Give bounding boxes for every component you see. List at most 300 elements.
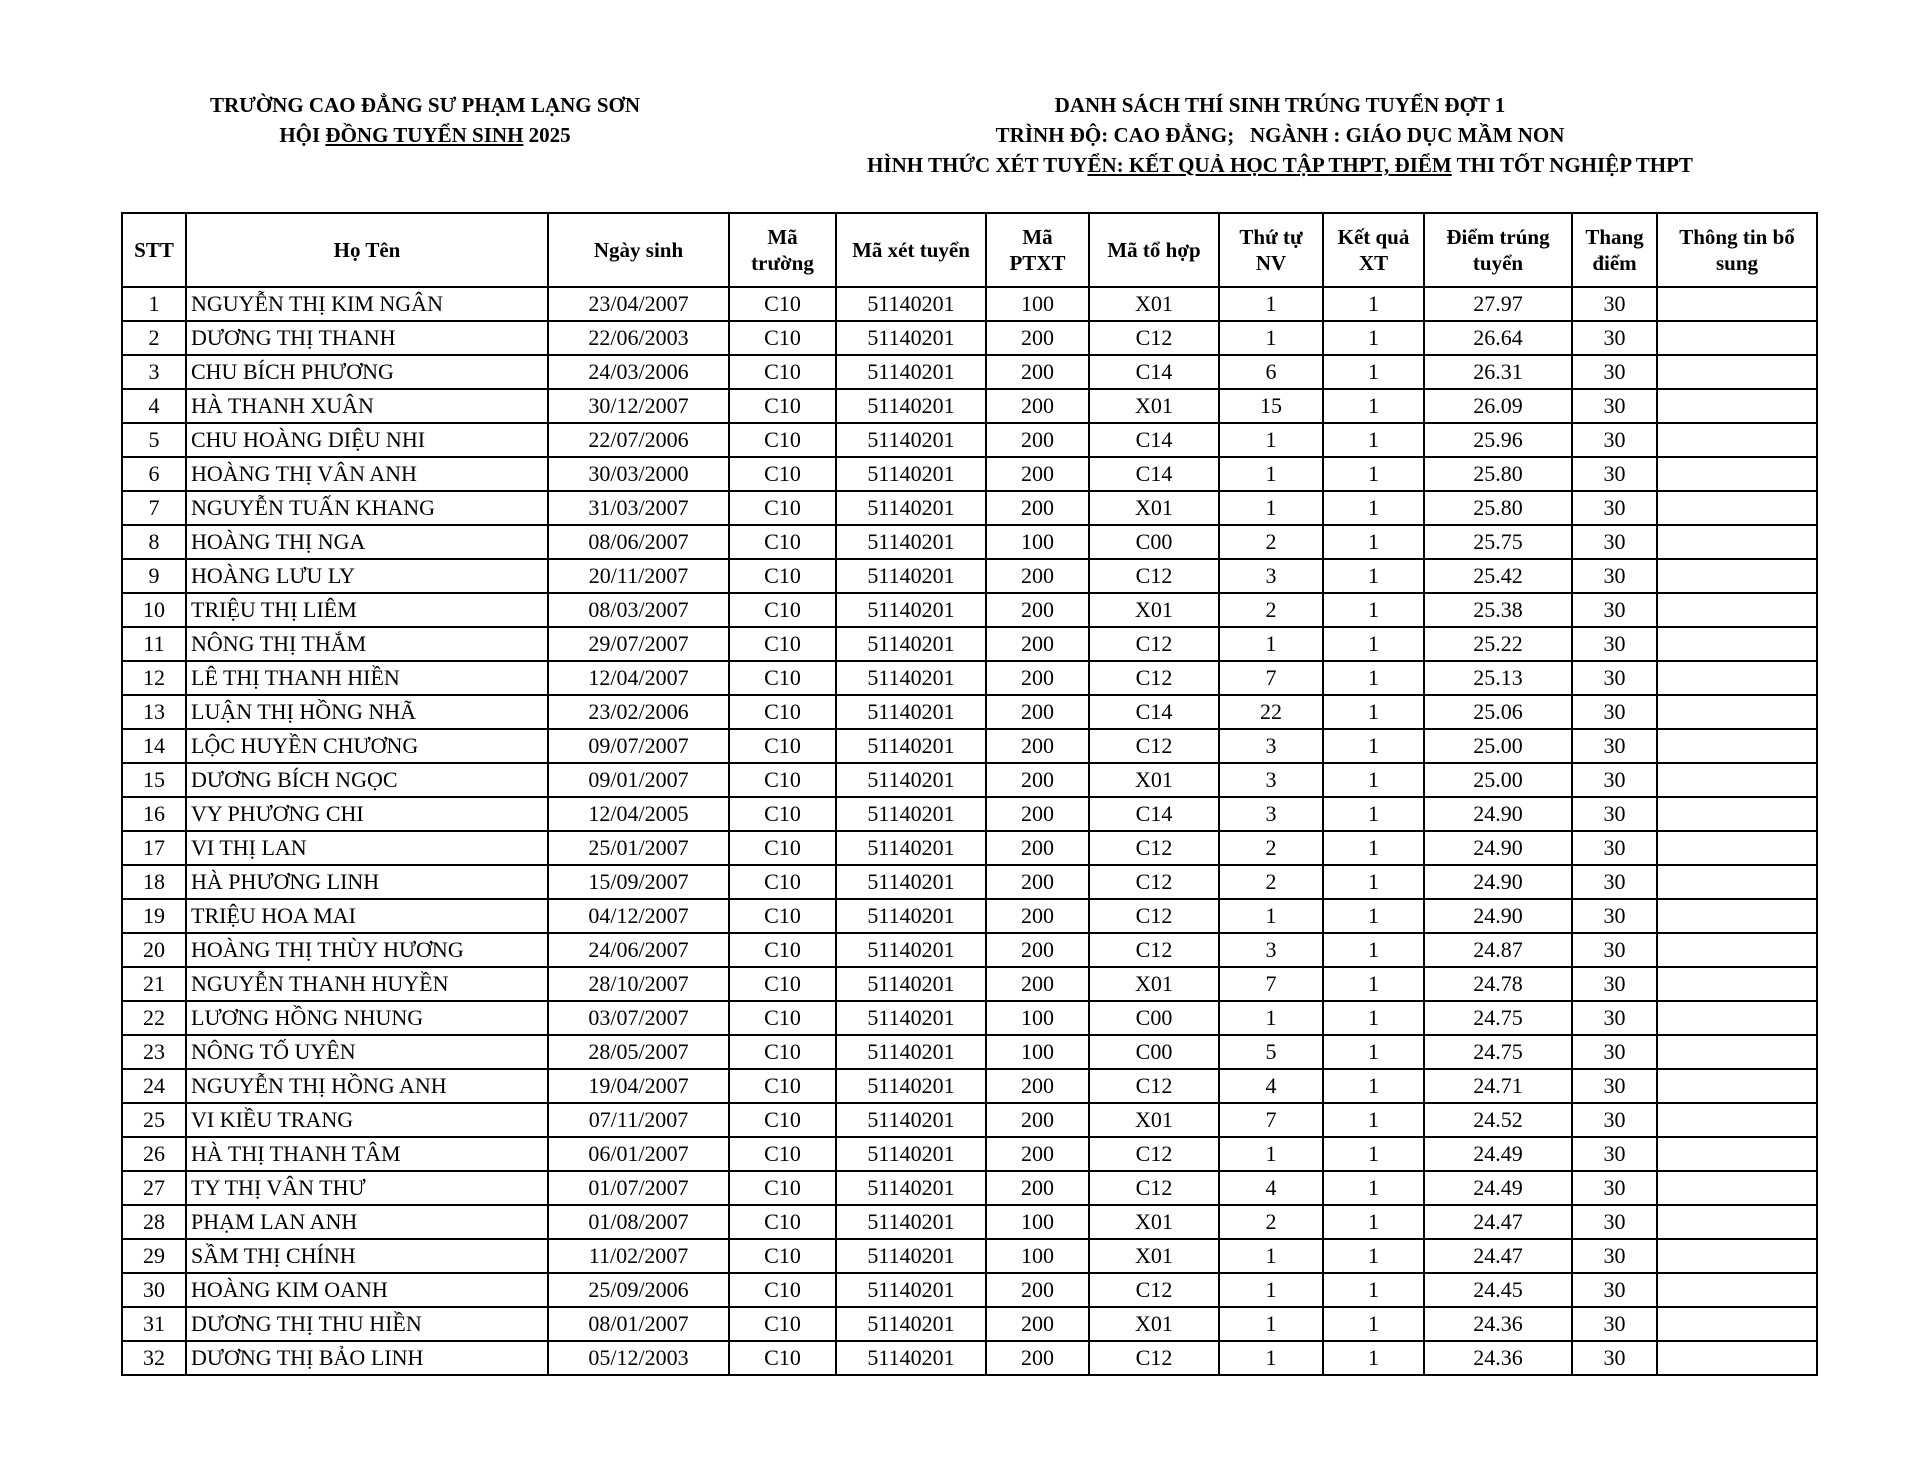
cell-stt: 14 <box>122 729 186 763</box>
cell-thong-tin-bo-sung <box>1657 933 1817 967</box>
cell-thong-tin-bo-sung <box>1657 389 1817 423</box>
cell-stt: 13 <box>122 695 186 729</box>
cell-ngay-sinh: 08/03/2007 <box>548 593 729 627</box>
cell-thang-diem: 30 <box>1572 1273 1657 1307</box>
cell-ma-xet-tuyen: 51140201 <box>836 933 986 967</box>
cell-ma-ptxt: 200 <box>986 491 1089 525</box>
header-row <box>122 213 1817 287</box>
cell-ket-qua-xt: 1 <box>1323 355 1424 389</box>
cell-ho-ten: DƯƠNG THỊ THANH <box>186 321 548 355</box>
cell-diem-trung-tuyen: 26.64 <box>1424 321 1572 355</box>
cell-ngay-sinh: 30/12/2007 <box>548 389 729 423</box>
cell-thu-tu-nv: 1 <box>1219 287 1323 321</box>
cell-ma-truong: C10 <box>729 1137 836 1171</box>
cell-ho-ten: DƯƠNG BÍCH NGỌC <box>186 763 548 797</box>
cell-ma-xet-tuyen: 51140201 <box>836 1273 986 1307</box>
cell-ho-ten: DƯƠNG THỊ BẢO LINH <box>186 1341 548 1375</box>
cell-thang-diem: 30 <box>1572 763 1657 797</box>
cell-ma-to-hop: C12 <box>1089 729 1219 763</box>
list-program: TRÌNH ĐỘ: CAO ĐẲNG; NGÀNH : GIÁO DỤC MẦM NON <box>995 123 1565 147</box>
cell-ma-truong: C10 <box>729 1069 836 1103</box>
cell-diem-trung-tuyen: 24.47 <box>1424 1239 1572 1273</box>
cell-thong-tin-bo-sung <box>1657 695 1817 729</box>
cell-ket-qua-xt: 1 <box>1323 1171 1424 1205</box>
cell-ma-truong: C10 <box>729 831 836 865</box>
cell-stt: 5 <box>122 423 186 457</box>
cell-ma-ptxt: 200 <box>986 1171 1089 1205</box>
cell-ngay-sinh: 09/07/2007 <box>548 729 729 763</box>
cell-stt: 27 <box>122 1171 186 1205</box>
cell-ma-xet-tuyen: 51140201 <box>836 389 986 423</box>
cell-ma-to-hop: X01 <box>1089 1205 1219 1239</box>
cell-ma-xet-tuyen: 51140201 <box>836 321 986 355</box>
column-header-thong-tin-bo-sung <box>1657 213 1817 287</box>
cell-ma-truong: C10 <box>729 1103 836 1137</box>
cell-thu-tu-nv: 15 <box>1219 389 1323 423</box>
cell-stt: 15 <box>122 763 186 797</box>
cell-ma-to-hop: C00 <box>1089 1035 1219 1069</box>
table-body <box>122 287 1817 1375</box>
cell-ma-ptxt: 100 <box>986 1205 1089 1239</box>
cell-stt: 9 <box>122 559 186 593</box>
cell-ma-ptxt: 200 <box>986 695 1089 729</box>
cell-ket-qua-xt: 1 <box>1323 1103 1424 1137</box>
cell-ket-qua-xt: 1 <box>1323 797 1424 831</box>
cell-thu-tu-nv: 1 <box>1219 1001 1323 1035</box>
column-header-line1: Điểm trúng <box>1446 225 1550 249</box>
table-header <box>122 213 1817 287</box>
cell-ma-to-hop: X01 <box>1089 763 1219 797</box>
cell-thang-diem: 30 <box>1572 1205 1657 1239</box>
cell-ngay-sinh: 22/07/2006 <box>548 423 729 457</box>
column-header-line1: Mã tổ hợp <box>1107 238 1201 262</box>
cell-thang-diem: 30 <box>1572 321 1657 355</box>
table-row <box>122 1307 1817 1341</box>
cell-ma-xet-tuyen: 51140201 <box>836 729 986 763</box>
cell-ma-xet-tuyen: 51140201 <box>836 627 986 661</box>
column-header-line2: XT <box>1358 251 1389 275</box>
cell-ma-xet-tuyen: 51140201 <box>836 763 986 797</box>
cell-thu-tu-nv: 7 <box>1219 967 1323 1001</box>
cell-ngay-sinh: 31/03/2007 <box>548 491 729 525</box>
cell-ma-to-hop: C12 <box>1089 559 1219 593</box>
cell-ma-ptxt: 100 <box>986 525 1089 559</box>
cell-ma-truong: C10 <box>729 287 836 321</box>
cell-diem-trung-tuyen: 24.90 <box>1424 899 1572 933</box>
cell-ma-ptxt: 200 <box>986 661 1089 695</box>
cell-thong-tin-bo-sung <box>1657 1035 1817 1069</box>
cell-ma-ptxt: 200 <box>986 321 1089 355</box>
cell-ma-ptxt: 200 <box>986 1341 1089 1375</box>
cell-ma-to-hop: X01 <box>1089 1239 1219 1273</box>
cell-thang-diem: 30 <box>1572 559 1657 593</box>
cell-ho-ten: HOÀNG THỊ VÂN ANH <box>186 457 548 491</box>
cell-thu-tu-nv: 2 <box>1219 831 1323 865</box>
cell-ho-ten: TRIỆU THỊ LIÊM <box>186 593 548 627</box>
cell-thong-tin-bo-sung <box>1657 1341 1817 1375</box>
cell-diem-trung-tuyen: 25.00 <box>1424 729 1572 763</box>
column-header-line1: Mã xét tuyển <box>852 238 970 262</box>
column-header-ma-truong <box>729 213 836 287</box>
cell-thang-diem: 30 <box>1572 661 1657 695</box>
cell-thong-tin-bo-sung <box>1657 1171 1817 1205</box>
cell-thong-tin-bo-sung <box>1657 1069 1817 1103</box>
cell-diem-trung-tuyen: 24.87 <box>1424 933 1572 967</box>
cell-ma-ptxt: 200 <box>986 1069 1089 1103</box>
cell-ma-ptxt: 200 <box>986 457 1089 491</box>
cell-diem-trung-tuyen: 25.80 <box>1424 457 1572 491</box>
column-header-ho-ten <box>186 213 548 287</box>
cell-ngay-sinh: 19/04/2007 <box>548 1069 729 1103</box>
cell-ket-qua-xt: 1 <box>1323 593 1424 627</box>
cell-ho-ten: CHU HOÀNG DIỆU NHI <box>186 423 548 457</box>
cell-ma-truong: C10 <box>729 389 836 423</box>
cell-ma-truong: C10 <box>729 1205 836 1239</box>
cell-ma-ptxt: 200 <box>986 423 1089 457</box>
cell-thu-tu-nv: 2 <box>1219 525 1323 559</box>
cell-ngay-sinh: 22/06/2003 <box>548 321 729 355</box>
cell-ho-ten: HOÀNG THỊ THÙY HƯƠNG <box>186 933 548 967</box>
cell-ma-to-hop: C14 <box>1089 355 1219 389</box>
table-row <box>122 763 1817 797</box>
cell-diem-trung-tuyen: 25.13 <box>1424 661 1572 695</box>
cell-thang-diem: 30 <box>1572 389 1657 423</box>
column-header-line2: tuyển <box>1472 251 1524 275</box>
cell-thong-tin-bo-sung <box>1657 491 1817 525</box>
cell-ho-ten: TY THỊ VÂN THƯ <box>186 1171 548 1205</box>
cell-thu-tu-nv: 4 <box>1219 1069 1323 1103</box>
cell-ma-to-hop: X01 <box>1089 287 1219 321</box>
cell-ho-ten: LỘC HUYỀN CHƯƠNG <box>186 729 548 763</box>
cell-thong-tin-bo-sung <box>1657 1307 1817 1341</box>
cell-ma-ptxt: 200 <box>986 1307 1089 1341</box>
column-header-stt <box>122 213 186 287</box>
cell-thong-tin-bo-sung <box>1657 729 1817 763</box>
cell-ma-truong: C10 <box>729 355 836 389</box>
cell-ma-truong: C10 <box>729 695 836 729</box>
cell-ho-ten: NÔNG TỐ UYÊN <box>186 1035 548 1069</box>
cell-ket-qua-xt: 1 <box>1323 661 1424 695</box>
cell-ma-xet-tuyen: 51140201 <box>836 287 986 321</box>
cell-ket-qua-xt: 1 <box>1323 287 1424 321</box>
column-header-ngay-sinh <box>548 213 729 287</box>
table-row <box>122 933 1817 967</box>
column-header-line2: sung <box>1715 251 1759 275</box>
cell-ma-xet-tuyen: 51140201 <box>836 1171 986 1205</box>
cell-thong-tin-bo-sung <box>1657 865 1817 899</box>
cell-ma-truong: C10 <box>729 491 836 525</box>
table-row <box>122 593 1817 627</box>
cell-stt: 3 <box>122 355 186 389</box>
cell-thu-tu-nv: 3 <box>1219 933 1323 967</box>
cell-ma-to-hop: C12 <box>1089 1069 1219 1103</box>
list-method-underlined: ỂN: KẾT QUẢ HỌC TẬP THPT, ĐIỂM <box>1087 153 1452 177</box>
cell-thu-tu-nv: 6 <box>1219 355 1323 389</box>
cell-ket-qua-xt: 1 <box>1323 389 1424 423</box>
cell-thong-tin-bo-sung <box>1657 355 1817 389</box>
column-header-thu-tu-nv <box>1219 213 1323 287</box>
cell-ngay-sinh: 24/03/2006 <box>548 355 729 389</box>
cell-ket-qua-xt: 1 <box>1323 1341 1424 1375</box>
cell-thong-tin-bo-sung <box>1657 1273 1817 1307</box>
cell-thu-tu-nv: 7 <box>1219 661 1323 695</box>
cell-thong-tin-bo-sung <box>1657 967 1817 1001</box>
cell-thu-tu-nv: 3 <box>1219 729 1323 763</box>
cell-ma-to-hop: C00 <box>1089 1001 1219 1035</box>
cell-thong-tin-bo-sung <box>1657 321 1817 355</box>
cell-ma-truong: C10 <box>729 967 836 1001</box>
cell-stt: 32 <box>122 1341 186 1375</box>
cell-stt: 20 <box>122 933 186 967</box>
column-header-ma-xet-tuyen <box>836 213 986 287</box>
school-name: TRƯỜNG CAO ĐẲNG SƯ PHẠM LẠNG SƠN <box>209 93 641 117</box>
cell-thu-tu-nv: 1 <box>1219 627 1323 661</box>
cell-ngay-sinh: 12/04/2007 <box>548 661 729 695</box>
list-method-pre: HÌNH THỨC XÉT TUY <box>867 153 1088 177</box>
cell-ma-ptxt: 200 <box>986 593 1089 627</box>
cell-diem-trung-tuyen: 24.52 <box>1424 1103 1572 1137</box>
cell-ho-ten: PHẠM LAN ANH <box>186 1205 548 1239</box>
cell-thang-diem: 30 <box>1572 1239 1657 1273</box>
cell-thang-diem: 30 <box>1572 1341 1657 1375</box>
cell-ma-to-hop: X01 <box>1089 389 1219 423</box>
cell-ma-truong: C10 <box>729 797 836 831</box>
cell-ma-ptxt: 200 <box>986 831 1089 865</box>
cell-ma-to-hop: C12 <box>1089 865 1219 899</box>
council-name-pre: HỘI <box>279 123 326 147</box>
cell-ma-xet-tuyen: 51140201 <box>836 525 986 559</box>
column-header-line1: Thứ tự <box>1239 225 1303 249</box>
cell-ngay-sinh: 09/01/2007 <box>548 763 729 797</box>
cell-ma-to-hop: X01 <box>1089 1103 1219 1137</box>
column-header-line2: NV <box>1255 251 1287 275</box>
cell-ma-to-hop: X01 <box>1089 491 1219 525</box>
cell-stt: 17 <box>122 831 186 865</box>
cell-stt: 23 <box>122 1035 186 1069</box>
cell-thang-diem: 30 <box>1572 797 1657 831</box>
cell-ma-ptxt: 100 <box>986 1035 1089 1069</box>
cell-ma-truong: C10 <box>729 1273 836 1307</box>
cell-diem-trung-tuyen: 24.78 <box>1424 967 1572 1001</box>
cell-ngay-sinh: 24/06/2007 <box>548 933 729 967</box>
cell-diem-trung-tuyen: 24.49 <box>1424 1137 1572 1171</box>
table-row <box>122 1341 1817 1375</box>
cell-ngay-sinh: 23/04/2007 <box>548 287 729 321</box>
cell-stt: 25 <box>122 1103 186 1137</box>
cell-ma-to-hop: C12 <box>1089 1273 1219 1307</box>
cell-thong-tin-bo-sung <box>1657 457 1817 491</box>
cell-ma-ptxt: 200 <box>986 899 1089 933</box>
cell-ma-ptxt: 100 <box>986 287 1089 321</box>
cell-ket-qua-xt: 1 <box>1323 967 1424 1001</box>
cell-ket-qua-xt: 1 <box>1323 1205 1424 1239</box>
cell-ma-ptxt: 200 <box>986 763 1089 797</box>
cell-thong-tin-bo-sung <box>1657 287 1817 321</box>
table-row <box>122 525 1817 559</box>
cell-ngay-sinh: 08/01/2007 <box>548 1307 729 1341</box>
cell-ma-xet-tuyen: 51140201 <box>836 491 986 525</box>
cell-thu-tu-nv: 4 <box>1219 1171 1323 1205</box>
cell-thong-tin-bo-sung <box>1657 899 1817 933</box>
cell-ma-truong: C10 <box>729 1001 836 1035</box>
cell-ngay-sinh: 03/07/2007 <box>548 1001 729 1035</box>
column-header-diem-trung-tuyen <box>1424 213 1572 287</box>
cell-diem-trung-tuyen: 24.90 <box>1424 831 1572 865</box>
cell-ma-xet-tuyen: 51140201 <box>836 1035 986 1069</box>
cell-diem-trung-tuyen: 25.80 <box>1424 491 1572 525</box>
cell-diem-trung-tuyen: 25.75 <box>1424 525 1572 559</box>
cell-ho-ten: NGUYỄN THỊ HỒNG ANH <box>186 1069 548 1103</box>
council-name-underlined: ĐỒNG TUYỂN SINH <box>325 123 524 147</box>
cell-ket-qua-xt: 1 <box>1323 457 1424 491</box>
cell-ket-qua-xt: 1 <box>1323 763 1424 797</box>
cell-stt: 18 <box>122 865 186 899</box>
cell-ho-ten: VY PHƯƠNG CHI <box>186 797 548 831</box>
cell-ma-to-hop: C12 <box>1089 1137 1219 1171</box>
cell-ket-qua-xt: 1 <box>1323 1307 1424 1341</box>
cell-ho-ten: HOÀNG KIM OANH <box>186 1273 548 1307</box>
column-header-line1: Ngày sinh <box>593 238 684 262</box>
cell-diem-trung-tuyen: 24.47 <box>1424 1205 1572 1239</box>
council-name-post: 2025 <box>523 123 571 147</box>
cell-ma-to-hop: C12 <box>1089 1171 1219 1205</box>
cell-thong-tin-bo-sung <box>1657 1001 1817 1035</box>
cell-stt: 28 <box>122 1205 186 1239</box>
cell-ma-ptxt: 200 <box>986 1103 1089 1137</box>
cell-ma-ptxt: 200 <box>986 865 1089 899</box>
cell-thang-diem: 30 <box>1572 1307 1657 1341</box>
cell-thang-diem: 30 <box>1572 899 1657 933</box>
column-header-thang-diem <box>1572 213 1657 287</box>
cell-ma-truong: C10 <box>729 899 836 933</box>
cell-thu-tu-nv: 1 <box>1219 457 1323 491</box>
cell-ma-xet-tuyen: 51140201 <box>836 1205 986 1239</box>
cell-ngay-sinh: 01/08/2007 <box>548 1205 729 1239</box>
cell-ngay-sinh: 28/05/2007 <box>548 1035 729 1069</box>
cell-ma-to-hop: C14 <box>1089 423 1219 457</box>
cell-ho-ten: CHU BÍCH PHƯƠNG <box>186 355 548 389</box>
table-row <box>122 831 1817 865</box>
cell-ma-truong: C10 <box>729 525 836 559</box>
column-header-line2: PTXT <box>1009 251 1066 275</box>
cell-diem-trung-tuyen: 24.90 <box>1424 797 1572 831</box>
cell-ngay-sinh: 12/04/2005 <box>548 797 729 831</box>
table-row <box>122 797 1817 831</box>
cell-ma-to-hop: C12 <box>1089 899 1219 933</box>
cell-thu-tu-nv: 1 <box>1219 1307 1323 1341</box>
cell-thang-diem: 30 <box>1572 1171 1657 1205</box>
cell-ho-ten: SẦM THỊ CHÍNH <box>186 1239 548 1273</box>
cell-thang-diem: 30 <box>1572 525 1657 559</box>
cell-thu-tu-nv: 1 <box>1219 899 1323 933</box>
cell-ma-truong: C10 <box>729 865 836 899</box>
cell-thong-tin-bo-sung <box>1657 423 1817 457</box>
cell-ket-qua-xt: 1 <box>1323 559 1424 593</box>
cell-ket-qua-xt: 1 <box>1323 865 1424 899</box>
list-method <box>780 150 1780 180</box>
table-row <box>122 389 1817 423</box>
cell-ho-ten: LUẬN THỊ HỒNG NHÃ <box>186 695 548 729</box>
list-title: DANH SÁCH THÍ SINH TRÚNG TUYỂN ĐỢT 1 <box>1054 93 1506 117</box>
cell-thang-diem: 30 <box>1572 1001 1657 1035</box>
cell-ma-to-hop: X01 <box>1089 1307 1219 1341</box>
cell-thang-diem: 30 <box>1572 1137 1657 1171</box>
table-row <box>122 355 1817 389</box>
cell-thong-tin-bo-sung <box>1657 559 1817 593</box>
cell-ngay-sinh: 23/02/2006 <box>548 695 729 729</box>
cell-ma-to-hop: C14 <box>1089 797 1219 831</box>
cell-ma-to-hop: C12 <box>1089 321 1219 355</box>
table-row <box>122 287 1817 321</box>
table-row <box>122 1239 1817 1273</box>
cell-ket-qua-xt: 1 <box>1323 1137 1424 1171</box>
cell-diem-trung-tuyen: 24.90 <box>1424 865 1572 899</box>
cell-ma-xet-tuyen: 51140201 <box>836 899 986 933</box>
cell-diem-trung-tuyen: 24.49 <box>1424 1171 1572 1205</box>
cell-stt: 22 <box>122 1001 186 1035</box>
cell-ma-ptxt: 200 <box>986 627 1089 661</box>
cell-ma-ptxt: 200 <box>986 559 1089 593</box>
cell-stt: 12 <box>122 661 186 695</box>
cell-diem-trung-tuyen: 24.36 <box>1424 1307 1572 1341</box>
table-row <box>122 695 1817 729</box>
cell-stt: 10 <box>122 593 186 627</box>
cell-thu-tu-nv: 1 <box>1219 1341 1323 1375</box>
cell-diem-trung-tuyen: 25.22 <box>1424 627 1572 661</box>
cell-ma-xet-tuyen: 51140201 <box>836 593 986 627</box>
cell-thang-diem: 30 <box>1572 627 1657 661</box>
cell-diem-trung-tuyen: 24.71 <box>1424 1069 1572 1103</box>
cell-thu-tu-nv: 3 <box>1219 797 1323 831</box>
cell-ma-truong: C10 <box>729 1171 836 1205</box>
cell-thong-tin-bo-sung <box>1657 525 1817 559</box>
cell-thang-diem: 30 <box>1572 865 1657 899</box>
table-row <box>122 1171 1817 1205</box>
cell-thong-tin-bo-sung <box>1657 1137 1817 1171</box>
cell-ngay-sinh: 04/12/2007 <box>548 899 729 933</box>
cell-stt: 30 <box>122 1273 186 1307</box>
cell-ma-xet-tuyen: 51140201 <box>836 559 986 593</box>
cell-thong-tin-bo-sung <box>1657 1205 1817 1239</box>
cell-stt: 26 <box>122 1137 186 1171</box>
cell-diem-trung-tuyen: 25.96 <box>1424 423 1572 457</box>
cell-ma-ptxt: 200 <box>986 967 1089 1001</box>
cell-ma-truong: C10 <box>729 1035 836 1069</box>
cell-ket-qua-xt: 1 <box>1323 933 1424 967</box>
cell-diem-trung-tuyen: 26.31 <box>1424 355 1572 389</box>
cell-diem-trung-tuyen: 25.06 <box>1424 695 1572 729</box>
cell-thang-diem: 30 <box>1572 967 1657 1001</box>
cell-ho-ten: DƯƠNG THỊ THU HIỀN <box>186 1307 548 1341</box>
council-name <box>150 120 700 150</box>
cell-ma-xet-tuyen: 51140201 <box>836 1239 986 1273</box>
cell-ma-to-hop: X01 <box>1089 593 1219 627</box>
cell-ma-xet-tuyen: 51140201 <box>836 865 986 899</box>
cell-ho-ten: LÊ THỊ THANH HIỀN <box>186 661 548 695</box>
cell-thang-diem: 30 <box>1572 933 1657 967</box>
cell-ho-ten: HÀ PHƯƠNG LINH <box>186 865 548 899</box>
cell-ma-xet-tuyen: 51140201 <box>836 695 986 729</box>
cell-thang-diem: 30 <box>1572 593 1657 627</box>
cell-thu-tu-nv: 2 <box>1219 1205 1323 1239</box>
table-row <box>122 491 1817 525</box>
cell-ma-truong: C10 <box>729 763 836 797</box>
cell-ma-truong: C10 <box>729 933 836 967</box>
cell-ma-xet-tuyen: 51140201 <box>836 967 986 1001</box>
cell-ket-qua-xt: 1 <box>1323 321 1424 355</box>
cell-diem-trung-tuyen: 24.75 <box>1424 1001 1572 1035</box>
table-row <box>122 865 1817 899</box>
